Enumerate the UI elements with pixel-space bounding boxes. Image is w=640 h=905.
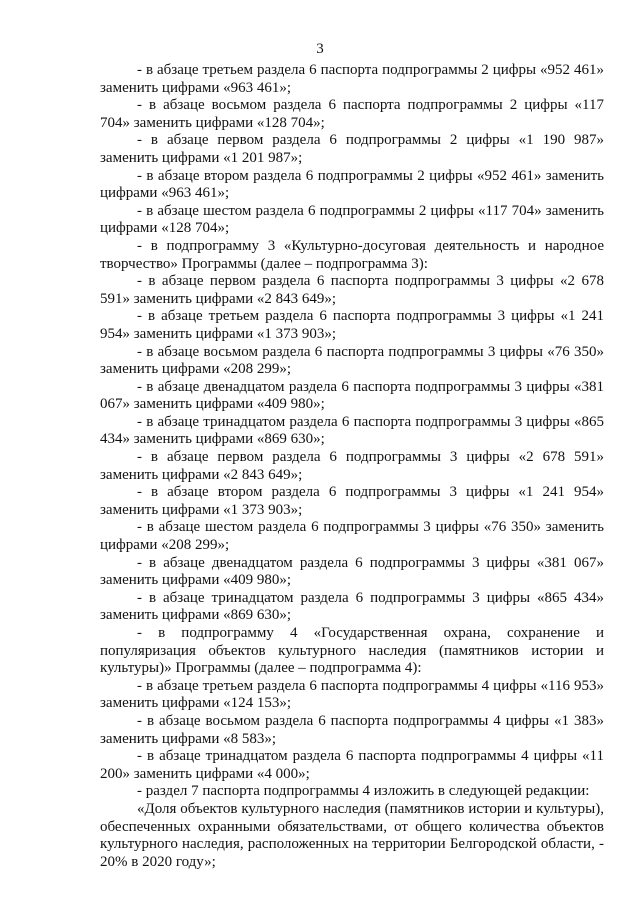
paragraph: - в абзаце восьмом раздела 6 паспорта подпрограммы 2 цифры «117 704» заменить цифрами «128 704»; — [100, 97, 604, 131]
paragraph: - в абзаце первом раздела 6 паспорта подпрограммы 3 цифры «2 678 591» заменить цифрами «2 843 649»; — [100, 273, 604, 307]
paragraph: - в абзаце втором раздела 6 подпрограммы 2 цифры «952 461» заменить цифрами «963 461»; — [100, 167, 604, 202]
paragraph: - в абзаце первом раздела 6 подпрограммы 2 цифры «1 190 987» заменить цифрами «1 201 987»; — [100, 132, 604, 166]
paragraph: - в абзаце третьем раздела 6 паспорта подпрограммы 2 цифры «952 461» заменить цифрами «963 461»; — [100, 62, 604, 96]
paragraph: - в абзаце шестом раздела 6 подпрограммы 2 цифры «117 704» заменить цифрами «128 704»; — [100, 202, 604, 237]
paragraph: - в абзаце первом раздела 6 подпрограммы 3 цифры «2 678 591» заменить цифрами «2 843 649»; — [100, 449, 604, 483]
paragraph: - в абзаце тринадцатом раздела 6 паспорта подпрограммы 4 цифры «11 200» заменить цифрами «4 000»; — [100, 748, 604, 782]
quoted-paragraph: «Доля объектов культурного наследия (памятников истории и культуры), обеспеченных охранными обязательствами, от общего количества объектов культурного наследия, расположенных на территории Белгородской области, - 20% в 2020 году»; — [100, 800, 604, 870]
paragraph: - в абзаце восьмом раздела 6 паспорта подпрограммы 4 цифры «1 383» заменить цифрами «8 583»; — [100, 712, 604, 747]
paragraph: - в абзаце восьмом раздела 6 паспорта подпрограммы 3 цифры «76 350» заменить цифрами «208 299»; — [100, 343, 604, 378]
paragraph: - в абзаце тринадцатом раздела 6 паспорта подпрограммы 3 цифры «865 434» заменить цифрами «869 630»; — [100, 413, 604, 448]
paragraph: - в подпрограмму 3 «Культурно-досуговая деятельность и народное творчество» Программы (далее – подпрограмма 3): — [100, 237, 604, 272]
paragraph: - в абзаце двенадцатом раздела 6 подпрограммы 3 цифры «381 067» заменить цифрами «409 980»; — [100, 554, 604, 589]
paragraph: - в абзаце двенадцатом раздела 6 паспорта подпрограммы 3 цифры «381 067» заменить цифрами «409 980»; — [100, 378, 604, 413]
paragraph: - в абзаце шестом раздела 6 подпрограммы 3 цифры «76 350» заменить цифрами «208 299»; — [100, 519, 604, 554]
document-body — [100, 62, 604, 871]
paragraph: - в абзаце втором раздела 6 подпрограммы 3 цифры «1 241 954» заменить цифрами «1 373 903»; — [100, 484, 604, 518]
paragraph: - в абзаце третьем раздела 6 паспорта подпрограммы 4 цифры «116 953» заменить цифрами «124 153»; — [100, 677, 604, 712]
paragraph: - в подпрограмму 4 «Государственная охрана, сохранение и популяризация объектов культурного наследия (памятников истории и культуры)» Программы (далее – подпрограмма 4): — [100, 625, 604, 677]
paragraph: - в абзаце тринадцатом раздела 6 подпрограммы 3 цифры «865 434» заменить цифрами «869 630»; — [100, 589, 604, 624]
page-number: 3 — [316, 41, 324, 57]
paragraph: - раздел 7 паспорта подпрограммы 4 изложить в следующей редакции: — [137, 783, 590, 800]
paragraph: - в абзаце третьем раздела 6 паспорта подпрограммы 3 цифры «1 241 954» заменить цифрами «1 373 903»; — [100, 308, 604, 342]
